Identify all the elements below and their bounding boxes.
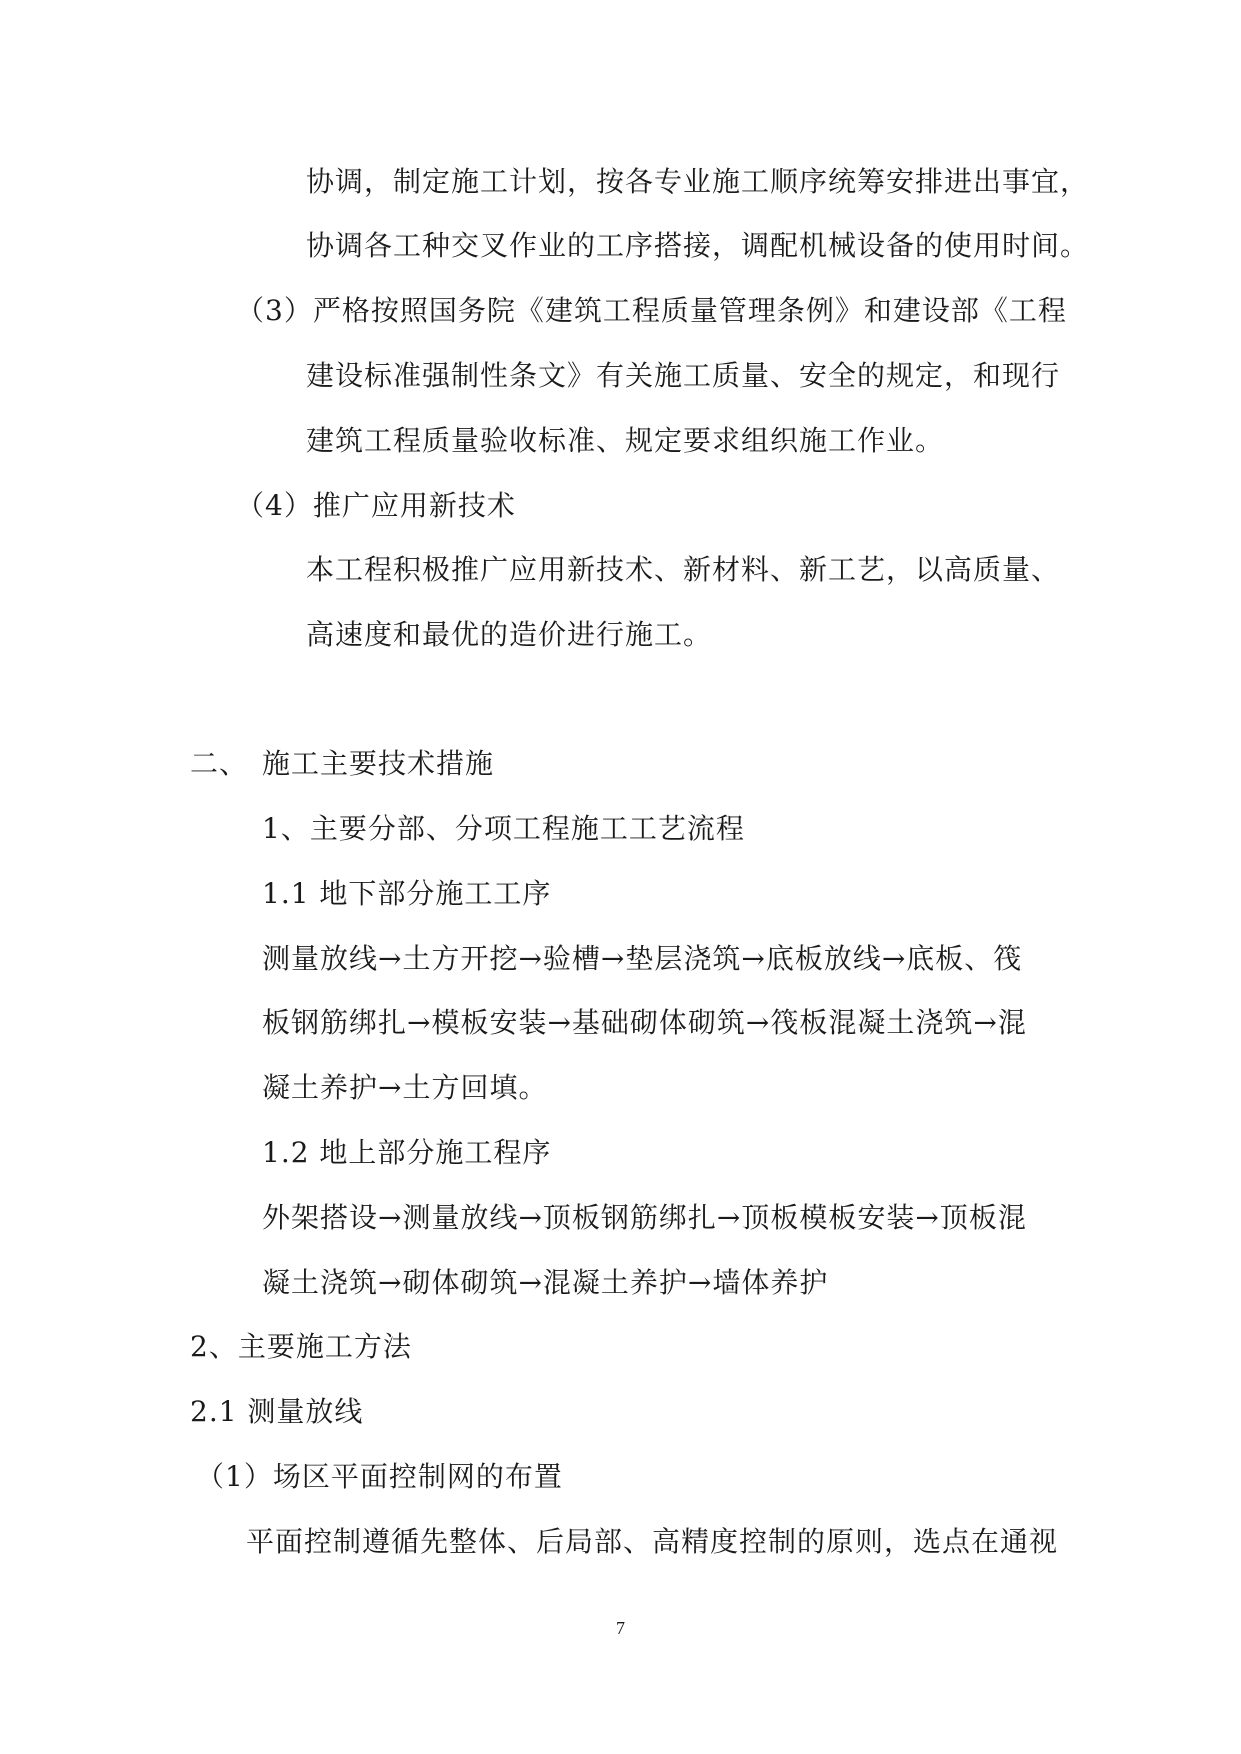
body-line-8: 高速度和最优的造价进行施工。 [306,618,713,651]
body-line-5: 建筑工程质量验收标准、规定要求组织施工作业。 [306,424,945,457]
subsection-heading-2-1: 2.1 测量放线 [190,1395,364,1428]
subsection-heading-1-1: 1.1 地下部分施工工序 [262,877,552,910]
flow-line-2: 板钢筋绑扎→模板安装→基础砌体砌筑→筏板混凝土浇筑→混 [262,1006,1027,1039]
body-line-last: 平面控制遵循先整体、后局部、高精度控制的原则，选点在通视 [246,1525,1059,1558]
list-item-3: （3）严格按照国务院《建筑工程质量管理条例》和建设部《工程 [236,294,1067,327]
flow-line-1: 测量放线→土方开挖→验槽→垫层浇筑→底板放线→底板、筏 [262,942,1023,975]
subsection-heading-2: 2、主要施工方法 [190,1330,412,1363]
section-number: 二、 [190,747,249,780]
page-number: 7 [616,1618,625,1638]
flow-line-3: 凝土养护→土方回填。 [262,1071,548,1104]
body-line-2: 协调各工种交叉作业的工序搭接，调配机械设备的使用时间。 [306,229,1090,262]
section-title: 施工主要技术措施 [262,747,495,780]
flow-line-4: 外架搭设→测量放线→顶板钢筋绑扎→顶板模板安装→顶板混 [262,1201,1027,1234]
flow-line-5: 凝土浇筑→砌体砌筑→混凝土养护→墙体养护 [262,1266,829,1299]
list-item-1: （1）场区平面控制网的布置 [196,1460,563,1493]
list-item-4: （4）推广应用新技术 [236,489,516,522]
body-line-4: 建设标准强制性条文》有关施工质量、安全的规定，和现行 [306,359,1061,392]
body-line-1: 协调，制定施工计划，按各专业施工顺序统筹安排进出事宜， [306,165,1090,198]
subsection-heading-1-2: 1.2 地上部分施工程序 [262,1136,552,1169]
subsection-heading-1: 1、主要分部、分项工程施工工艺流程 [262,812,745,845]
body-line-7: 本工程积极推广应用新技术、新材料、新工艺，以高质量、 [306,553,1061,586]
